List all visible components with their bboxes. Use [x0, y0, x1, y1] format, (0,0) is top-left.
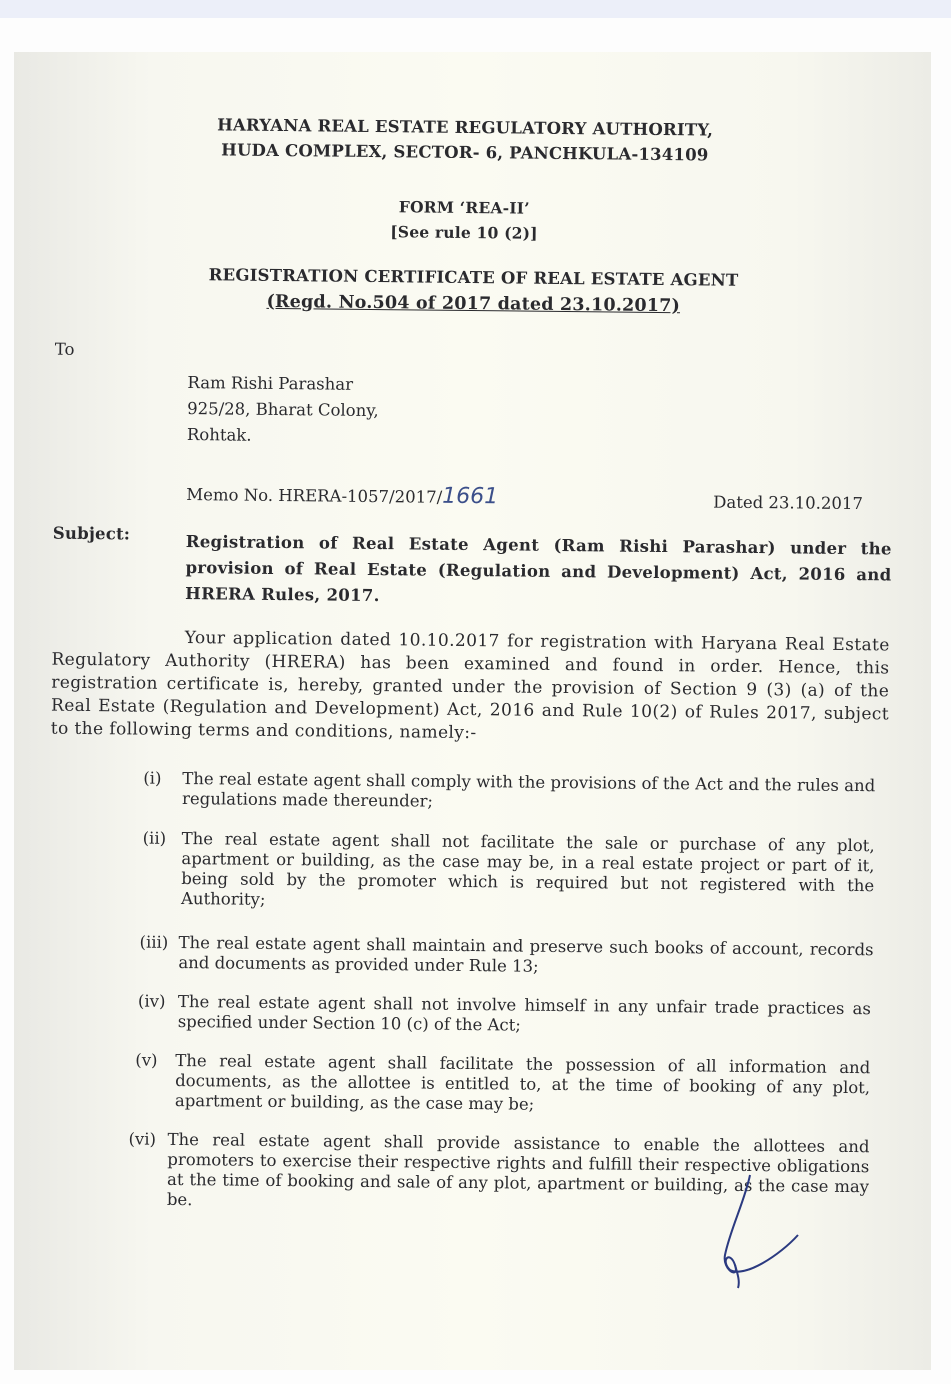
condition-label: (iv): [137, 991, 166, 1011]
to-label: To: [54, 339, 75, 359]
condition-label: (vi): [128, 1129, 157, 1149]
authority-name: HARYANA REAL ESTATE REGULATORY AUTHORITY,: [217, 115, 714, 140]
subject-text: Registration of Real Estate Agent (Ram Rishi Parashar) under the provision of Real Estate (Regulation and Development) Act, 2016 and HRERA Rules, 2017.: [185, 532, 892, 606]
form-rule: [See rule 10 (2)]: [390, 222, 538, 243]
condition-item: [128, 1129, 870, 1210]
recipient-address-line1: 925/28, Bharat Colony,: [187, 399, 379, 421]
recipient-name: Ram Rishi Parashar: [187, 373, 354, 394]
condition-item: [137, 991, 872, 1035]
subject-label: Subject:: [52, 523, 131, 544]
handwritten-signature: [690, 1170, 820, 1295]
form-name: FORM ‘REA-II’: [398, 197, 530, 218]
condition-text: The real estate agent shall comply with the provisions of the Act and the rules and regulations made thereunder;: [181, 769, 876, 811]
condition-label: (iii): [139, 932, 169, 952]
condition-text: The real estate agent shall not involve himself in any unfair trade practices as specified under Section 10 (c) of the Act;: [177, 991, 872, 1035]
condition-item: [143, 768, 876, 811]
condition-item: [142, 828, 875, 909]
condition-text: The real estate agent shall provide assistance to enable the allottees and promoters to exercise their respective rights and fulfill their respective obligations at the time of booking and sale of any plot, apartment or building, as the case may be.: [166, 1129, 870, 1210]
memo-label: Memo No. HRERA-1057/2017/: [186, 485, 443, 507]
body-paragraph: Your application dated 10.10.2017 for registration with Haryana Real Estate Regulatory Authority (HRERA) has been examined and found in order. Hence, this registration certificate is, hereby, granted under the provision of Section 9 (3) (a) of the Real Estate (Regulation and Development) Act, 2016 and Rule 10(2) of Rules 2017, subject to the following terms and conditions, namely:-: [50, 628, 890, 744]
condition-item: [135, 1050, 871, 1114]
certificate-title: REGISTRATION CERTIFICATE OF REAL ESTATE AGENT: [208, 265, 739, 290]
authority-address: HUDA COMPLEX, SECTOR- 6, PANCHKULA-134109: [221, 140, 709, 165]
condition-label: (v): [135, 1050, 158, 1070]
condition-label: (ii): [142, 828, 167, 848]
condition-text: The real estate agent shall not facilitate the sale or purchase of any plot, apartment or building, as the case may be, in a real estate project or part of it, being sold by the promoter which is required but not registered with the Authority;: [180, 829, 875, 909]
condition-text: The real estate agent shall maintain and preserve such books of account, records and documents as provided under Rule 13;: [178, 932, 874, 976]
condition-text: The real estate agent shall facilitate the possession of all information and documents, as the allottee is entitled to, at the time of booking of any plot, apartment or building, as the case may be;: [174, 1050, 871, 1114]
memo-number: [186, 481, 498, 509]
condition-item: [139, 932, 874, 976]
condition-label: (i): [143, 768, 162, 788]
recipient-address-line2: Rohtak.: [186, 425, 252, 445]
handwritten-memo-number: 1661: [442, 483, 499, 510]
registration-number: (Regd. No.504 of 2017 dated 23.10.2017): [266, 291, 681, 317]
memo-date: Dated 23.10.2017: [713, 492, 864, 514]
